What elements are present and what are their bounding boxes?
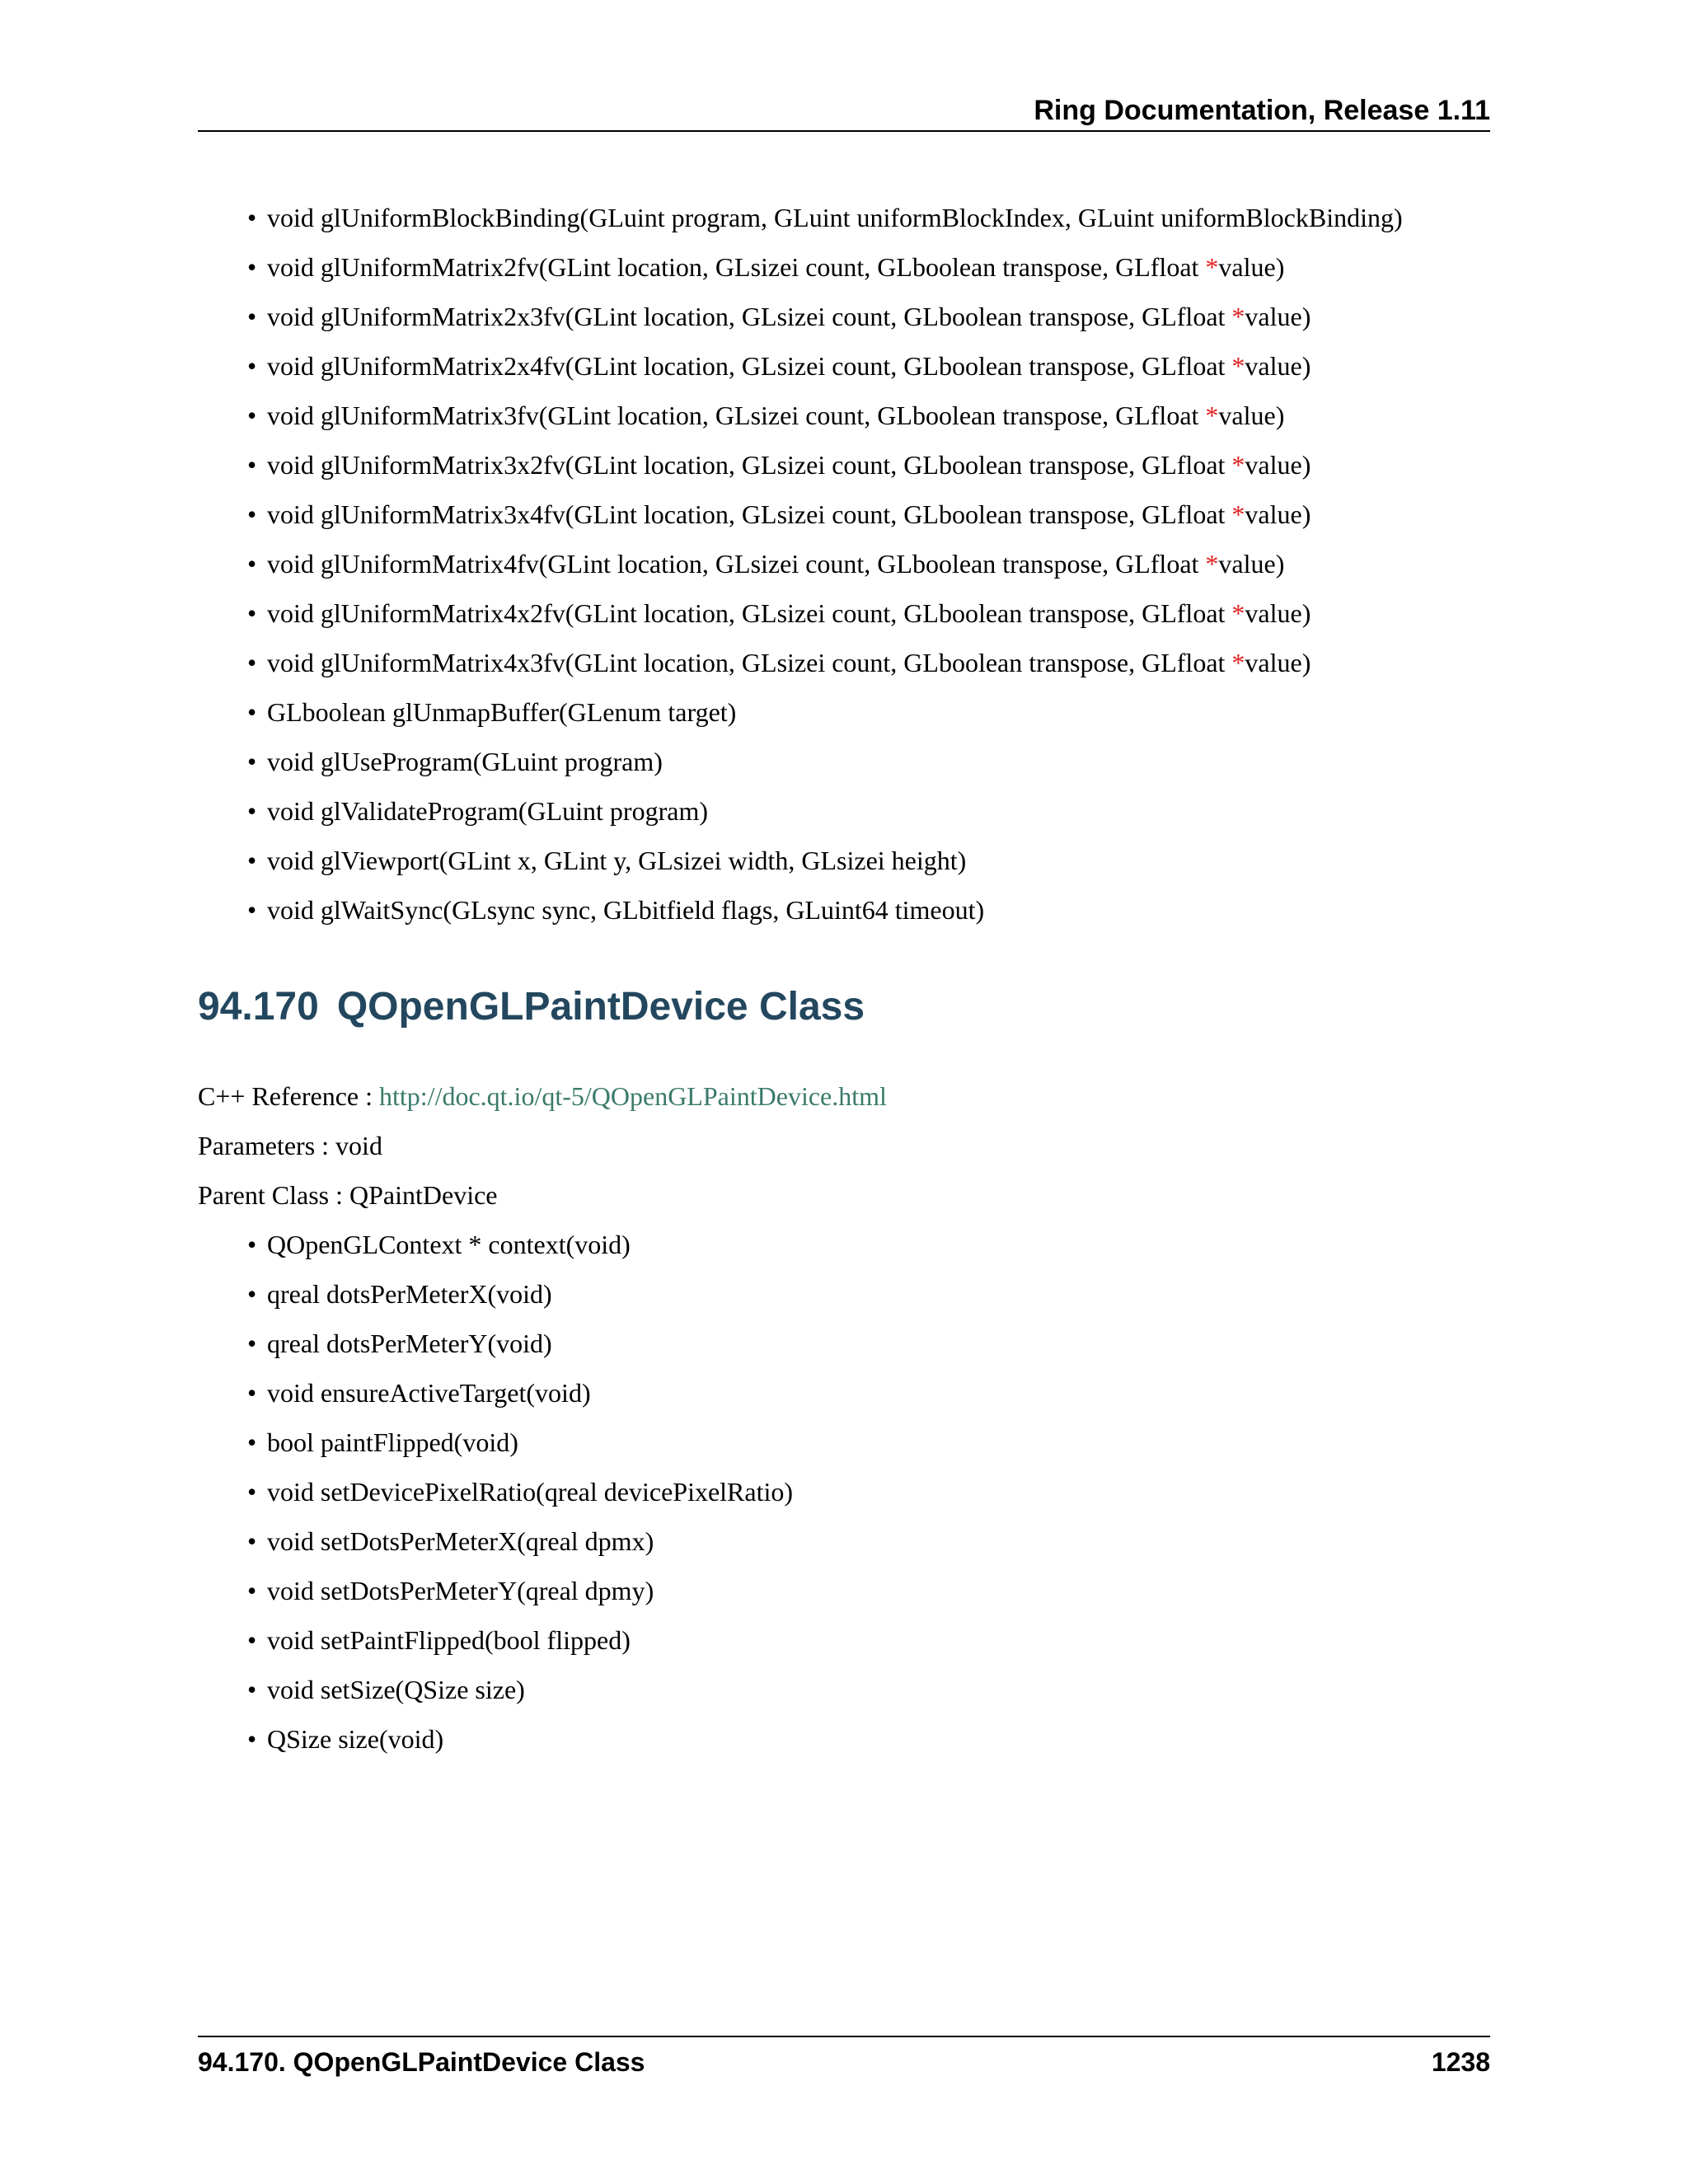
list-item: • void glUniformMatrix2fv(GLint location, GLsizei count, GLboolean transpose, GLfloat *value): [247, 242, 1403, 292]
list-item: • void glUseProgram(GLuint program): [247, 737, 1403, 786]
list-item: • GLboolean glUnmapBuffer(GLenum target): [247, 687, 1403, 737]
list-item: • void glUniformMatrix4x2fv(GLint location, GLsizei count, GLboolean transpose, GLfloat *value): [247, 588, 1403, 638]
list-item: • void glViewport(GLint x, GLint y, GLsizei width, GLsizei height): [247, 836, 1403, 885]
list-item: • void glUniformMatrix3x4fv(GLint location, GLsizei count, GLboolean transpose, GLfloat *value): [247, 490, 1403, 539]
list-item: • void ensureActiveTarget(void): [247, 1368, 793, 1418]
method-list: [247, 1220, 793, 1764]
list-item: • void glUniformMatrix3x2fv(GLint location, GLsizei count, GLboolean transpose, GLfloat *value): [247, 440, 1403, 490]
section-heading: [198, 982, 865, 1032]
list-item: • void glUniformMatrix3fv(GLint location, GLsizei count, GLboolean transpose, GLfloat *value): [247, 391, 1403, 440]
parent-class-line: Parent Class : QPaintDevice: [198, 1180, 498, 1210]
reference-label: C++ Reference :: [198, 1081, 379, 1111]
list-item: • void setSize(QSize size): [247, 1665, 793, 1714]
list-item: • void setDotsPerMeterY(qreal dpmy): [247, 1566, 793, 1615]
list-item: • QOpenGLContext * context(void): [247, 1220, 793, 1269]
footer-section-title: 94.170. QOpenGLPaintDevice Class: [198, 2047, 645, 2077]
parameters-line: Parameters : void: [198, 1131, 382, 1160]
list-item: • void setPaintFlipped(bool flipped): [247, 1615, 793, 1665]
cpp-reference: [198, 1071, 887, 1121]
list-item: • QSize size(void): [247, 1714, 793, 1764]
page-number: 1238: [1431, 2047, 1490, 2077]
reference-link[interactable]: http://doc.qt.io/qt-5/QOpenGLPaintDevice.html: [379, 1081, 887, 1111]
list-item: • void glWaitSync(GLsync sync, GLbitfield flags, GLuint64 timeout): [247, 885, 1403, 935]
list-item: • void setDevicePixelRatio(qreal devicePixelRatio): [247, 1467, 793, 1516]
list-item: • bool paintFlipped(void): [247, 1418, 793, 1467]
list-item: • void glValidateProgram(GLuint program): [247, 786, 1403, 836]
list-item: • void glUniformMatrix4fv(GLint location, GLsizei count, GLboolean transpose, GLfloat *value): [247, 539, 1403, 588]
list-item: • qreal dotsPerMeterY(void): [247, 1319, 793, 1368]
running-header: Ring Documentation, Release 1.11: [1034, 95, 1490, 126]
list-item: • void glUniformBlockBinding(GLuint program, GLuint uniformBlockIndex, GLuint uniformBlockBinding): [247, 193, 1403, 242]
list-item: • void glUniformMatrix2x4fv(GLint location, GLsizei count, GLboolean transpose, GLfloat *value): [247, 341, 1403, 391]
list-item: • void setDotsPerMeterX(qreal dpmx): [247, 1516, 793, 1566]
list-item: • void glUniformMatrix4x3fv(GLint location, GLsizei count, GLboolean transpose, GLfloat *value): [247, 638, 1403, 687]
list-item: • qreal dotsPerMeterX(void): [247, 1269, 793, 1319]
list-item: • void glUniformMatrix2x3fv(GLint location, GLsizei count, GLboolean transpose, GLfloat *value): [247, 292, 1403, 341]
section-title: QOpenGLPaintDevice Class: [336, 985, 865, 1029]
footer-rule: [198, 2036, 1490, 2037]
header-rule: [198, 130, 1490, 132]
section-number: 94.170: [198, 985, 319, 1029]
gl-function-list: [247, 193, 1403, 935]
